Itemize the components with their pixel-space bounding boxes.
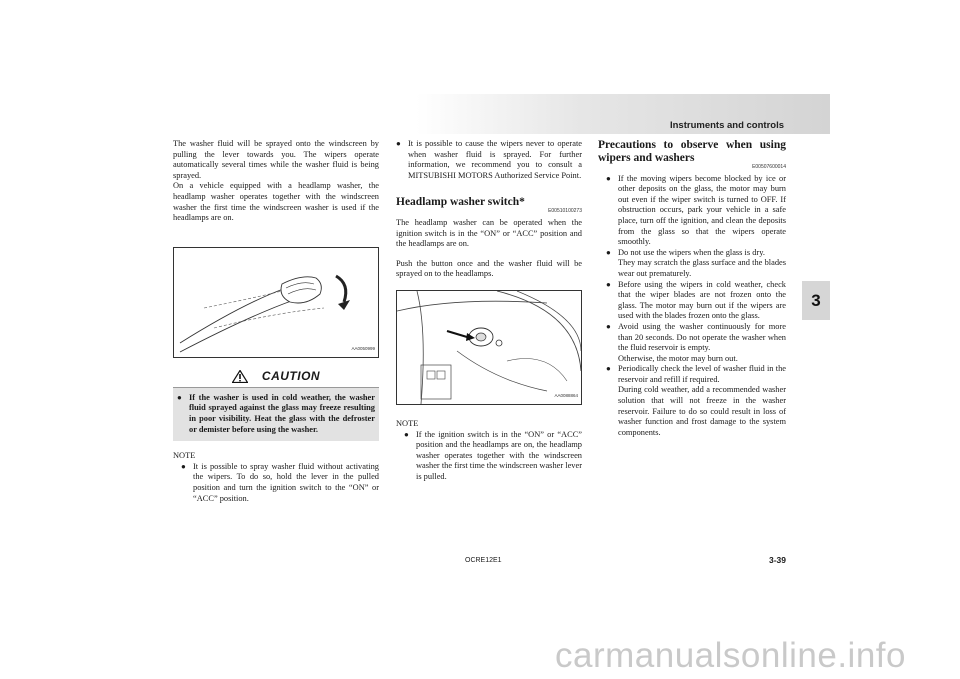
bullet-icon: ● xyxy=(606,247,611,257)
list-item xyxy=(606,364,786,385)
bullet-continuation: Otherwise, the motor may burn out. xyxy=(618,353,738,363)
bullet-icon: ● xyxy=(606,321,611,331)
list-item xyxy=(396,139,582,181)
caution-box xyxy=(173,366,379,441)
figure-code: AA0088864 xyxy=(554,393,578,399)
note-section xyxy=(396,419,582,483)
section-heading: Precautions to observe when using wipers and washers xyxy=(598,139,786,164)
list-item xyxy=(177,393,375,435)
paragraph: On a vehicle equipped with a headlamp washer, the headlamp washer operates together with the windscreen washer the first time the windscreen washer is used if the headlamps are on. xyxy=(173,181,379,223)
dashboard-illustration xyxy=(397,291,581,404)
wiper-lever-illustration xyxy=(174,248,378,357)
bullet-text: It is possible to cause the wipers never to operate when washer fluid is sprayed. For further information, we recommend you to consult a MITSUBISHI MOTORS Authorized Service Point. xyxy=(408,139,582,180)
bullet-icon: ● xyxy=(404,429,409,439)
list-item xyxy=(606,248,786,259)
wiper-lever-figure xyxy=(173,247,379,358)
chapter-tab: 3 xyxy=(802,281,830,320)
bullet-text: Do not use the wipers when the glass is dry. xyxy=(618,247,765,257)
bullet-continuation: During cold weather, add a recommended washer solution that will not freeze in the washer reservoir. Failure to do so could result in loss of washer function and frost damage to the system components. xyxy=(618,385,786,437)
caution-title: CAUTION xyxy=(261,368,321,383)
bullet-icon: ● xyxy=(606,173,611,183)
note-text: If the ignition switch is in the “ON” or “ACC” position and the headlamps are on, the headlamp washer operates together with the windscreen washer the first time the windscreen washer lever is pulled. xyxy=(416,429,582,481)
bullet-icon: ● xyxy=(177,392,182,402)
list-item xyxy=(396,430,582,483)
caution-text: If the washer is used in cold weather, the washer fluid sprayed against the glass may freeze resulting in poor visibility. Heat the glass with the defroster or demister before using the washer. xyxy=(189,392,375,434)
bullet-icon: ● xyxy=(606,279,611,289)
section-code: E00507600014 xyxy=(752,164,786,170)
paragraph: The headlamp washer can be operated when the ignition switch is in the “ON” or “ACC” position and the headlamps are on. xyxy=(396,217,582,249)
section-code: E00510100273 xyxy=(548,208,582,215)
bullet-continuation: They may scratch the glass surface and the blades wear out prematurely. xyxy=(618,258,786,278)
note-text: It is possible to spray washer fluid without activating the wipers. To do so, hold the lever in the pulled position and turn the ignition switch to the “ON” or “ACC” position. xyxy=(193,461,379,503)
figure-code: AA0050999 xyxy=(351,346,375,352)
column-middle xyxy=(396,139,582,483)
bullet-text: Periodically check the level of washer fluid in the reservoir and refill if required. xyxy=(618,364,786,384)
headlamp-switch-figure xyxy=(396,290,582,405)
section-title: Instruments and controls xyxy=(669,120,784,131)
warning-triangle-icon xyxy=(232,370,248,383)
note-label: NOTE xyxy=(396,418,419,428)
watermark-text[interactable]: carmanualsonline.info xyxy=(555,636,906,675)
caution-header xyxy=(173,366,379,388)
bullet-icon: ● xyxy=(606,364,611,374)
column-right xyxy=(598,139,786,438)
column-left xyxy=(173,139,379,504)
list-item xyxy=(606,322,786,354)
bullet-text: Before using the wipers in cold weather, check that the wiper blades are not frozen onto the glass. The motor may burn out if the wipers are used with the blades frozen onto the glass. xyxy=(618,279,786,321)
bullet-text: Avoid using the washer continuously for more than 20 seconds. Do not operate the washer when the fluid reservoir is empty. xyxy=(618,321,786,353)
section-heading: Headlamp washer switch* xyxy=(396,196,525,209)
bullet-text: If the moving wipers become blocked by ice or other deposits on the glass, the motor may burn out even if the wiper switch is turned to OFF. If obstruction occurs, park your vehicle in a safe place, turn off the ignition, and clean the deposits from the glass so that the wipers operate smoothly. xyxy=(618,173,786,247)
page-number: 3-39 xyxy=(769,555,787,565)
paragraph: The washer fluid will be sprayed onto the windscreen by pulling the lever towards you. The wipers operate automatically several times while the washer fluid is being sprayed. xyxy=(173,139,379,180)
note-label: NOTE xyxy=(173,451,196,461)
bullet-icon: ● xyxy=(181,461,186,471)
paragraph: Push the button once and the washer fluid will be sprayed on to the headlamps. xyxy=(396,258,582,279)
note-section xyxy=(173,451,379,504)
bullet-icon: ● xyxy=(396,139,401,148)
list-item xyxy=(606,174,786,248)
footer-code: OCRE12E1 xyxy=(465,557,502,564)
list-item xyxy=(173,462,379,504)
caution-body xyxy=(173,388,379,441)
list-item xyxy=(606,280,786,322)
